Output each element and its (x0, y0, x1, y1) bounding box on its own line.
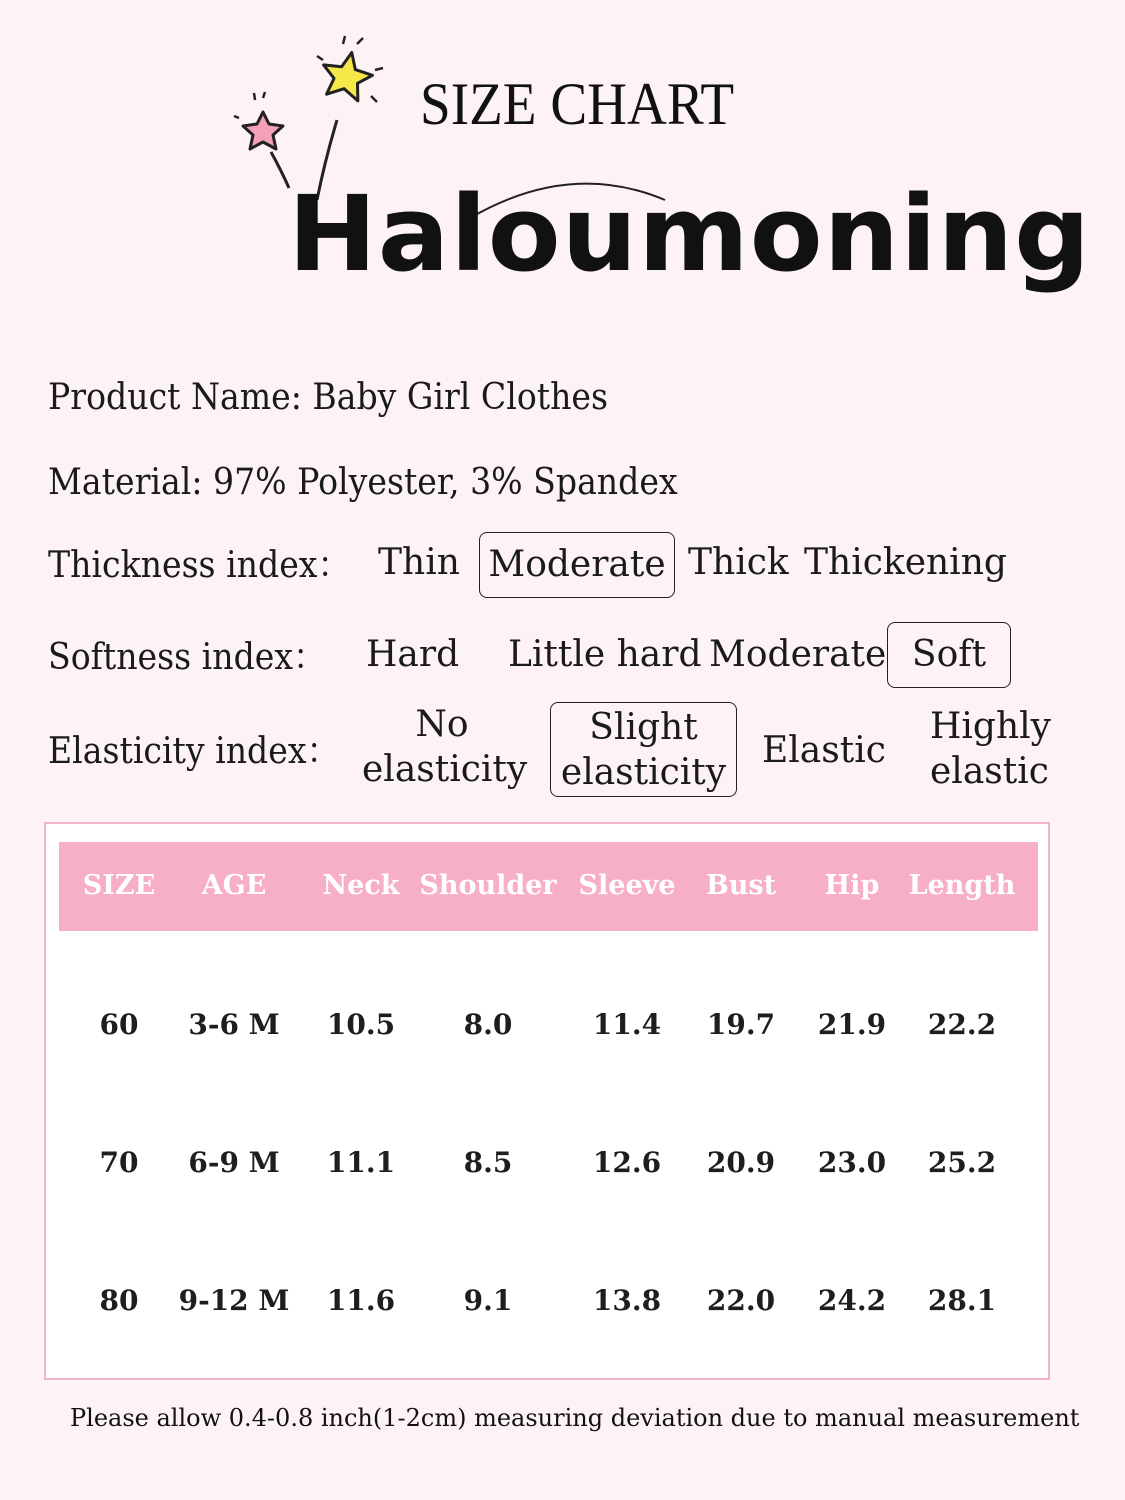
cell-sleeve: 13.8 (592, 1284, 662, 1317)
header-sleeve: Sleeve (578, 870, 676, 901)
cell-size: 70 (99, 1146, 139, 1179)
cell-shoulder: 8.0 (463, 1008, 513, 1041)
elasticity-option-no (362, 702, 528, 792)
header-bust: Bust (705, 870, 777, 901)
cell-length: 28.1 (927, 1284, 997, 1317)
softness-option-hard: Hard (366, 634, 460, 675)
measurement-note: Please allow 0.4-0.8 inch(1-2cm) measuring deviation due to manual measurement (70, 1404, 1080, 1432)
thickness-option-thickening: Thickening (804, 542, 1007, 583)
cell-shoulder: 9.1 (463, 1284, 513, 1317)
thickness-label: Thickness index： (48, 545, 351, 586)
softness-label: Softness index： (48, 637, 327, 678)
product-name-line: Product Name: Baby Girl Clothes (48, 377, 609, 418)
thickness-option-thin: Thin (378, 542, 460, 583)
cell-length: 22.2 (927, 1008, 997, 1041)
elasticity-option-slight (550, 702, 737, 797)
page-title: SIZE CHART (420, 71, 735, 137)
cell-age: 9-12 M (178, 1284, 290, 1317)
elasticity-option-elastic: Elastic (762, 730, 886, 771)
softness-option-moderate: Moderate (709, 634, 887, 675)
elasticity-option-highly (930, 704, 1051, 794)
cell-hip: 21.9 (817, 1008, 887, 1041)
cell-neck: 11.1 (326, 1146, 396, 1179)
elasticity-label: Elasticity index： (48, 731, 340, 772)
material-line: Material: 97% Polyester, 3% Spandex (48, 462, 678, 503)
brand-wordmark: Haloumoning (288, 173, 1092, 295)
cell-neck: 10.5 (326, 1008, 396, 1041)
cell-hip: 23.0 (817, 1146, 887, 1179)
cell-length: 25.2 (927, 1146, 997, 1179)
thickness-option-thick: Thick (688, 542, 789, 583)
softness-option-soft: Soft (887, 622, 1011, 688)
header-length: Length (908, 870, 1016, 901)
elasticity-option-no-line2: elasticity (362, 749, 528, 790)
header-age: AGE (201, 870, 267, 901)
cell-age: 6-9 M (188, 1146, 280, 1179)
elasticity-option-highly-line1: Highly (930, 706, 1051, 747)
elasticity-option-no-line1: No (415, 704, 469, 745)
cell-size: 60 (99, 1008, 139, 1041)
cell-age: 3-6 M (188, 1008, 280, 1041)
cell-shoulder: 8.5 (463, 1146, 513, 1179)
header-neck: Neck (322, 870, 400, 901)
cell-hip: 24.2 (817, 1284, 887, 1317)
pink-star-icon (234, 92, 289, 188)
cell-size: 80 (99, 1284, 139, 1317)
header-hip: Hip (824, 870, 880, 901)
header-size: SIZE (82, 870, 156, 901)
elasticity-option-slight-line2: elasticity (560, 751, 727, 793)
cell-bust: 20.9 (706, 1146, 776, 1179)
cell-bust: 19.7 (706, 1008, 776, 1041)
header-shoulder: Shoulder (419, 870, 557, 901)
cell-sleeve: 12.6 (592, 1146, 662, 1179)
elasticity-option-highly-line2: elastic (930, 751, 1049, 792)
softness-option-little-hard: Little hard (508, 634, 702, 675)
cell-bust: 22.0 (706, 1284, 776, 1317)
cell-sleeve: 11.4 (592, 1008, 662, 1041)
elasticity-option-slight-line1: Slight (589, 706, 698, 748)
cell-neck: 11.6 (326, 1284, 396, 1317)
thickness-option-moderate: Moderate (479, 532, 675, 598)
